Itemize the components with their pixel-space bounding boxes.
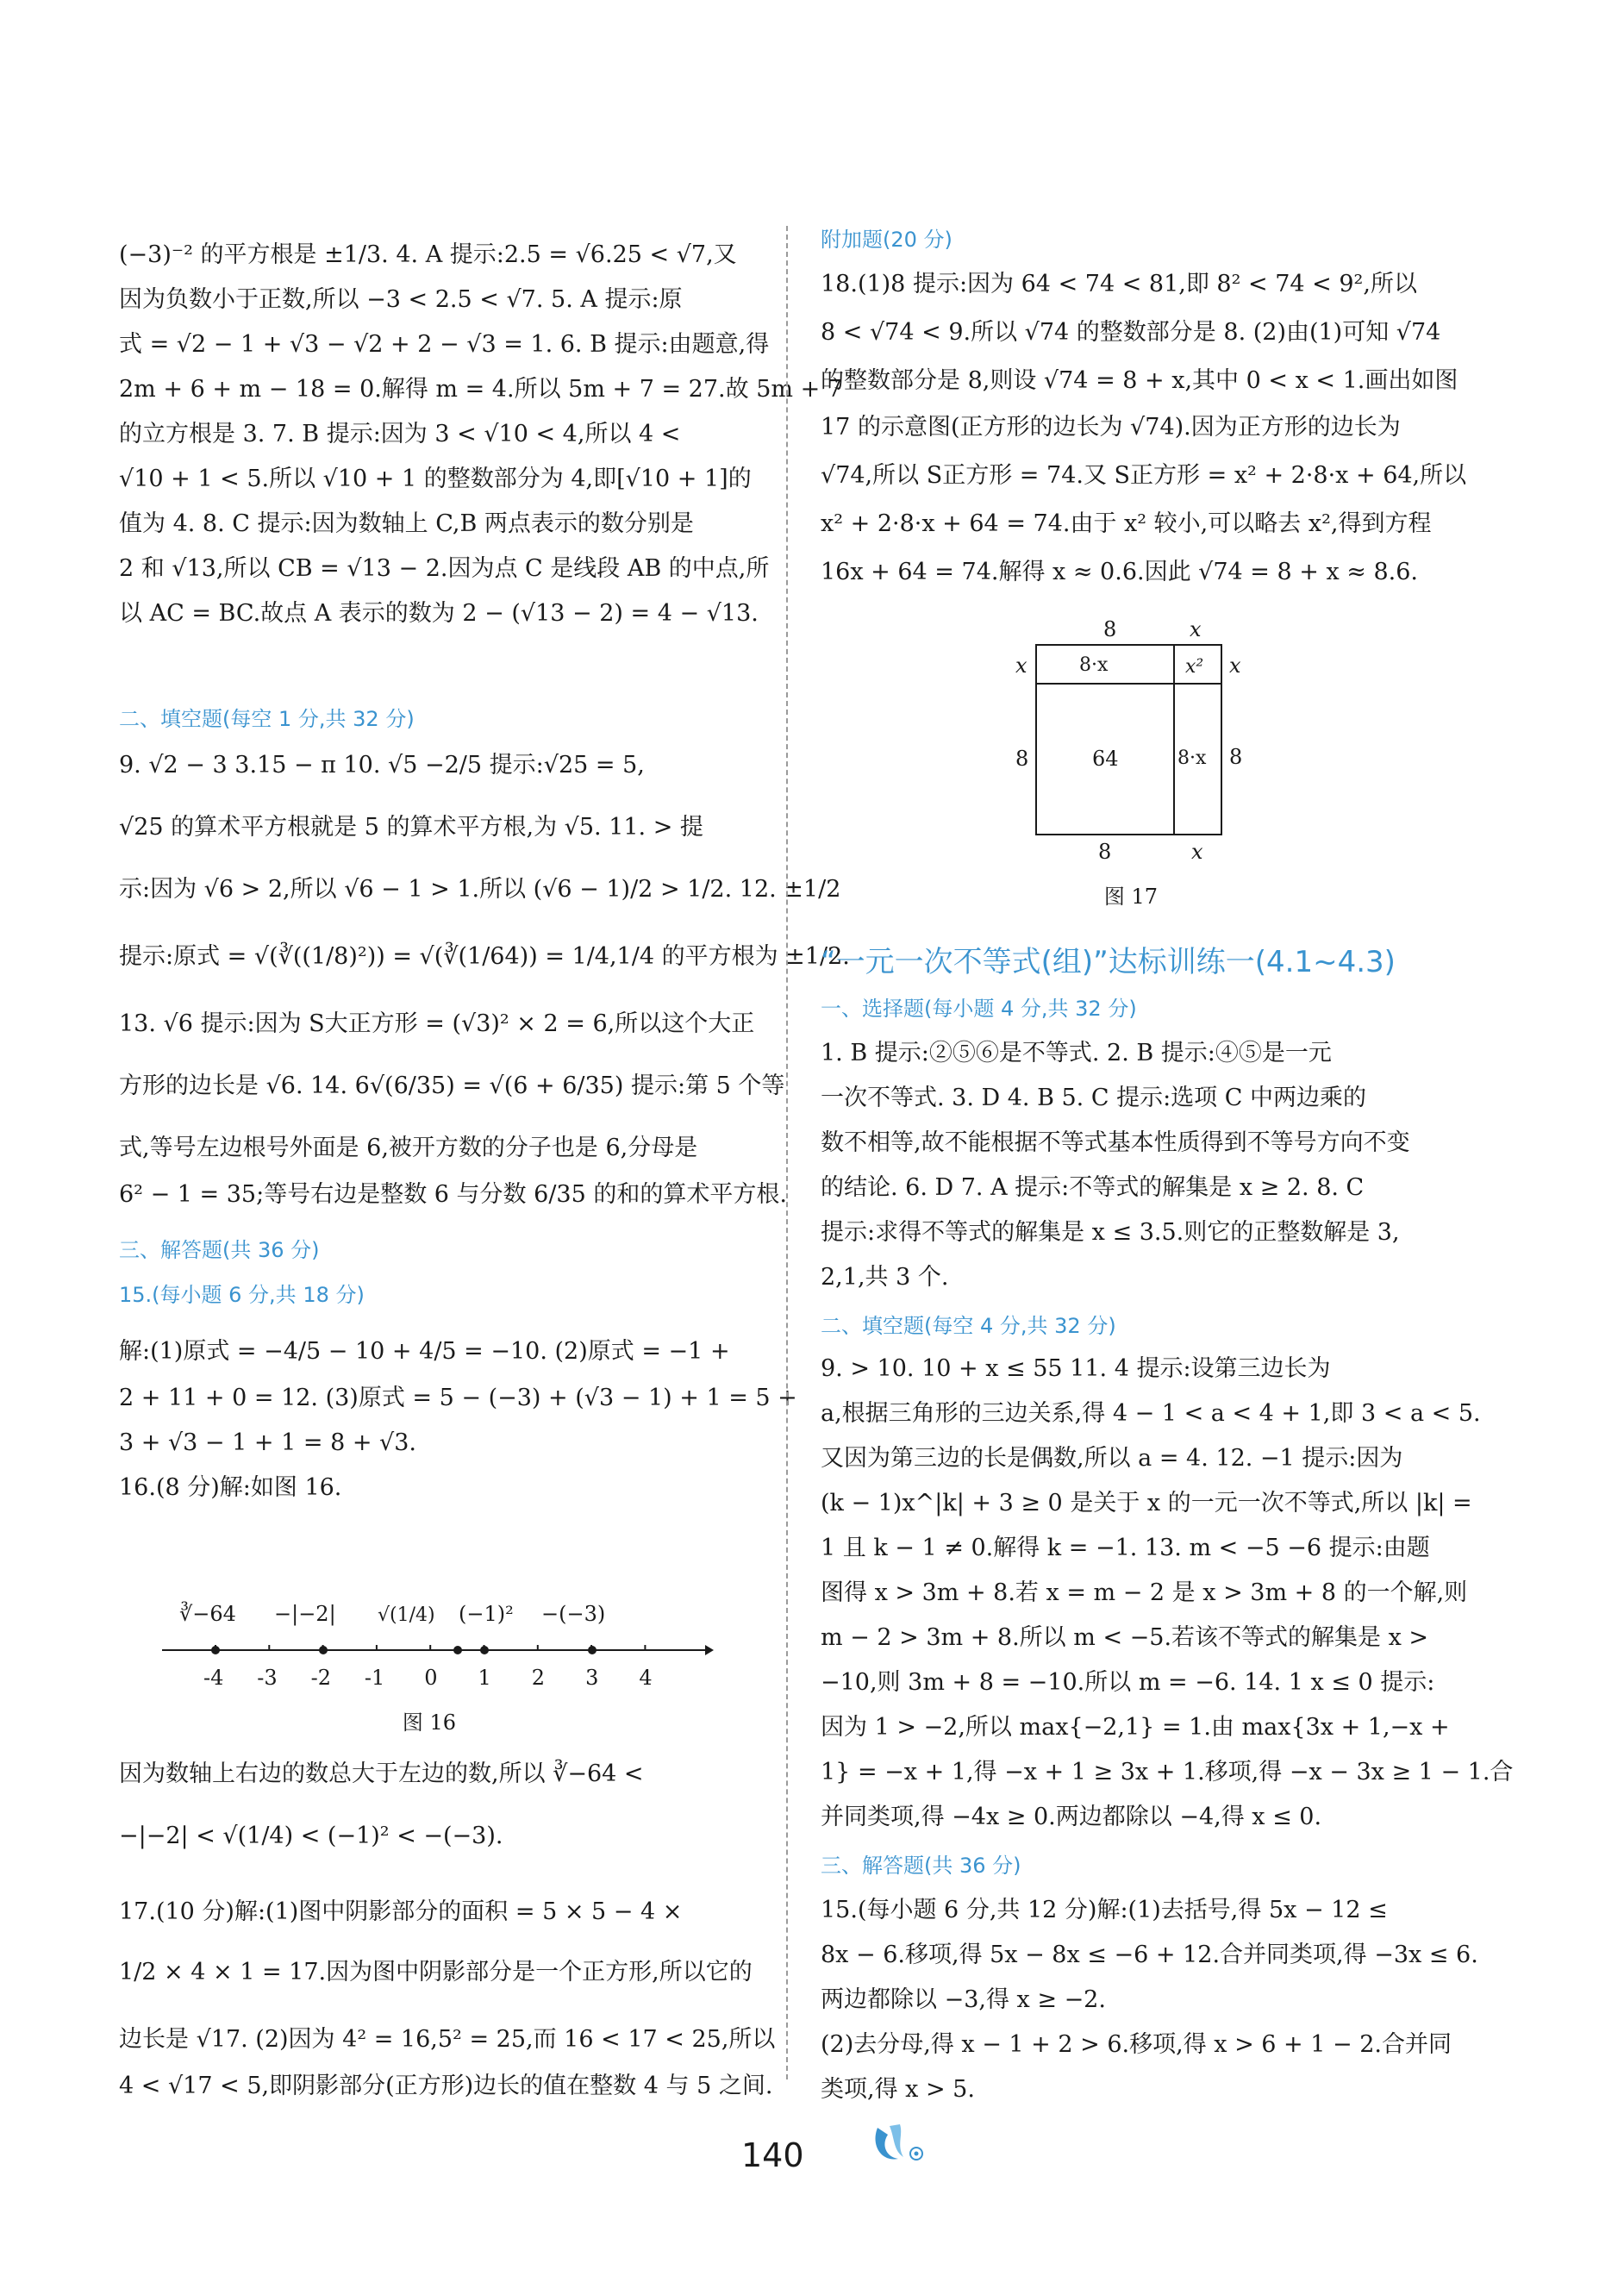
tick-label: -1 bbox=[364, 1666, 385, 1690]
swirl-logo-icon bbox=[869, 2119, 929, 2171]
text-line: 式,等号左边根号外面是 6,被开方数的分子也是 6,分母是 bbox=[119, 1135, 698, 1161]
text-line: √74,所以 S正方形 = 74.又 S正方形 = x² + 2·8·x + 64,所以 bbox=[821, 462, 1467, 489]
text-line: 一次不等式. 3. D 4. B 5. C 提示:选项 C 中两边乘的 bbox=[821, 1085, 1367, 1111]
text-line: 的结论. 6. D 7. A 提示:不等式的解集是 x ≥ 2. 8. C bbox=[821, 1174, 1365, 1201]
text-line: 2m + 6 + m − 18 = 0.解得 m = 4.所以 5m + 7 = 27.故 5m + 7 bbox=[119, 376, 842, 403]
tick-label: 4 bbox=[639, 1666, 653, 1690]
right-label-8: 8 bbox=[1229, 745, 1243, 769]
text-line: 16x + 64 = 74.解得 x ≈ 0.6.因此 √74 = 8 + x ≈ 8.6. bbox=[821, 559, 1419, 585]
cell-top-right: x² bbox=[1185, 656, 1204, 678]
text-line: 6² − 1 = 35;等号右边是整数 6 与分数 6/35 的和的算术平方根. bbox=[119, 1181, 787, 1208]
text-line: (k − 1)x^|k| + 3 ≥ 0 是关于 x 的一元一次不等式,所以 |k| = bbox=[821, 1490, 1472, 1516]
column-divider bbox=[786, 226, 788, 2079]
text-line: 4 < √17 < 5,即阴影部分(正方形)边长的值在整数 4 与 5 之间. bbox=[119, 2073, 773, 2099]
text-line: 又因为第三边的长是偶数,所以 a = 4. 12. −1 提示:因为 bbox=[821, 1445, 1403, 1472]
point-neg-neg bbox=[588, 1646, 597, 1654]
text-line: 1} = −x + 1,得 −x + 1 ≥ 3x + 1.移项,得 −x − 3x ≥ 1 − 1.合 bbox=[821, 1759, 1514, 1785]
mark-label-neg-abs: −|−2| bbox=[274, 1602, 336, 1626]
text-line: 类项,得 x > 5. bbox=[821, 2076, 975, 2103]
tick-label: -3 bbox=[257, 1666, 278, 1690]
text-line: −|−2| < √(1/4) < (−1)² < −(−3). bbox=[119, 1823, 503, 1849]
text-line: m − 2 > 3m + 8.所以 m < −5.若该不等式的解集是 x > bbox=[821, 1624, 1429, 1651]
text-line: x² + 2·8·x + 64 = 74.由于 x² 较小,可以略去 x²,得到方程 bbox=[821, 510, 1432, 537]
section-heading: 三、解答题(共 36 分) bbox=[821, 1854, 1021, 1878]
left-label-8: 8 bbox=[1015, 747, 1029, 771]
text-line: 方形的边长是 √6. 14. 6√(6/35) = √(6 + 6/35) 提示:第 5 个等 bbox=[119, 1072, 785, 1099]
text-line: 1 且 k − 1 ≠ 0.解得 k = −1. 13. m < −5 −6 提示:由题 bbox=[821, 1535, 1430, 1561]
text-line: 的立方根是 3. 7. B 提示:因为 3 < √10 < 4,所以 4 < bbox=[119, 421, 681, 447]
text-line: 值为 4. 8. C 提示:因为数轴上 C,B 两点表示的数分别是 bbox=[119, 510, 694, 537]
text-line: 15.(每小题 6 分,共 12 分)解:(1)去括号,得 5x − 12 ≤ bbox=[821, 1897, 1388, 1923]
text-line: 示:因为 √6 > 2,所以 √6 − 1 > 1.所以 (√6 − 1)/2 > 1/2. 12. ±1/2 bbox=[119, 876, 841, 903]
text-line: 数不相等,故不能根据不等式基本性质得到不等号方向不变 bbox=[821, 1129, 1410, 1156]
text-line: (−3)⁻² 的平方根是 ±1/3. 4. A 提示:2.5 = √6.25 < √7,又 bbox=[119, 241, 737, 268]
mark-label-sqrt: √(1/4) bbox=[378, 1604, 435, 1626]
text-line: 的整数部分是 8,则设 √74 = 8 + x,其中 0 < x < 1.画出如图 bbox=[821, 367, 1458, 394]
tick-label: 3 bbox=[585, 1666, 599, 1690]
figure-caption: 图 16 bbox=[402, 1710, 457, 1735]
text-line: 16.(8 分)解:如图 16. bbox=[119, 1474, 342, 1501]
text-line: (2)去分母,得 x − 1 + 2 > 6.移项,得 x > 6 + 1 − 2.合并同 bbox=[821, 2031, 1452, 2058]
text-line: 9. √2 − 3 3.15 − π 10. √5 −2/5 提示:√25 = 5, bbox=[119, 752, 645, 779]
text-line: 13. √6 提示:因为 S大正方形 = (√3)² × 2 = 6,所以这个大正 bbox=[119, 1010, 755, 1037]
text-line: 以 AC = BC.故点 A 表示的数为 2 − (√13 − 2) = 4 − √13. bbox=[119, 600, 759, 627]
text-line: 2 和 √13,所以 CB = √13 − 2.因为点 C 是线段 AB 的中点,所 bbox=[119, 555, 770, 582]
axis-arrow bbox=[705, 1645, 714, 1655]
cell-bottom-left: 64 bbox=[1092, 747, 1119, 771]
cell-top-left: 8·x bbox=[1079, 654, 1109, 676]
text-line: 因为数轴上右边的数总大于左边的数,所以 ∛−64 < bbox=[119, 1760, 644, 1787]
tick-label: 0 bbox=[424, 1666, 438, 1690]
mark-label-cuberoot: ∛−64 bbox=[179, 1602, 236, 1626]
tick-label: 1 bbox=[478, 1666, 491, 1690]
section-heading: 三、解答题(共 36 分) bbox=[119, 1238, 320, 1262]
top-label-x: x bbox=[1190, 617, 1202, 641]
right-label-x: x bbox=[1229, 653, 1241, 678]
section-heading: 附加题(20 分) bbox=[821, 228, 953, 252]
text-line: 两边都除以 −3,得 x ≥ −2. bbox=[821, 1986, 1106, 2013]
text-line: 式 = √2 − 1 + √3 − √2 + 2 − √3 = 1. 6. B 提示:由题意,得 bbox=[119, 331, 770, 358]
sub-heading: 15.(每小题 6 分,共 18 分) bbox=[119, 1283, 365, 1307]
text-line: 边长是 √17. (2)因为 4² = 16,5² = 25,而 16 < 17 < 25,所以 bbox=[119, 2026, 776, 2053]
section-heading: 一、选择题(每小题 4 分,共 32 分) bbox=[821, 997, 1137, 1021]
ticks bbox=[203, 1645, 653, 1690]
text-line: 提示:原式 = √(∛((1/8)²)) = √(∛(1/64)) = 1/4,1/4 的平方根为 ±1/2. bbox=[119, 943, 850, 970]
text-line: −10,则 3m + 8 = −10.所以 m = −6. 14. 1 x ≤ 0 提示: bbox=[821, 1669, 1435, 1696]
top-label-8: 8 bbox=[1103, 617, 1117, 641]
text-line: a,根据三角形的三边关系,得 4 − 1 < a < 4 + 1,即 3 < a < 5. bbox=[821, 1400, 1481, 1427]
left-label-x: x bbox=[1015, 653, 1027, 678]
section-heading: 二、填空题(每空 4 分,共 32 分) bbox=[821, 1314, 1116, 1338]
text-line: 解:(1)原式 = −4/5 − 10 + 4/5 = −10. (2)原式 = −1 + bbox=[119, 1338, 730, 1365]
text-line: 17 的示意图(正方形的边长为 √74).因为正方形的边长为 bbox=[821, 414, 1401, 441]
point-sqrt bbox=[453, 1646, 462, 1654]
cell-bottom-right: 8·x bbox=[1177, 747, 1207, 769]
text-line: 1. B 提示:②⑤⑥是不等式. 2. B 提示:④⑤是一元 bbox=[821, 1040, 1332, 1066]
text-line: 1/2 × 4 × 1 = 17.因为图中阴影部分是一个正方形,所以它的 bbox=[119, 1959, 753, 1985]
text-line: 图得 x > 3m + 8.若 x = m − 2 是 x > 3m + 8 的一个解,则 bbox=[821, 1579, 1468, 1606]
tick-label: -4 bbox=[203, 1666, 224, 1690]
point-cuberoot bbox=[211, 1646, 220, 1654]
section-heading: 二、填空题(每空 1 分,共 32 分) bbox=[119, 707, 415, 731]
text-line: 9. > 10. 10 + x ≤ 55 11. 4 提示:设第三边长为 bbox=[821, 1355, 1331, 1382]
figure-17 bbox=[1010, 610, 1269, 869]
figure-caption: 图 17 bbox=[1103, 885, 1159, 909]
text-line: 提示:求得不等式的解集是 x ≤ 3.5.则它的正整数解是 3, bbox=[821, 1219, 1400, 1246]
bottom-label-x: x bbox=[1191, 840, 1203, 864]
text-line: 17.(10 分)解:(1)图中阴影部分的面积 = 5 × 5 − 4 × bbox=[119, 1898, 683, 1925]
text-line: 3 + √3 − 1 + 1 = 8 + √3. bbox=[119, 1429, 417, 1456]
text-line: √10 + 1 < 5.所以 √10 + 1 的整数部分为 4,即[√10 + 1]的 bbox=[119, 466, 752, 492]
text-line: 2,1,共 3 个. bbox=[821, 1264, 949, 1291]
mark-label-neg-neg: −(−3) bbox=[541, 1602, 606, 1626]
point-square bbox=[480, 1646, 489, 1654]
text-line: 8x − 6.移项,得 5x − 8x ≤ −6 + 12.合并同类项,得 −3x ≤ 6. bbox=[821, 1942, 1478, 1968]
text-line: √25 的算术平方根就是 5 的算术平方根,为 √5. 11. > 提 bbox=[119, 814, 703, 841]
page-number: 140 bbox=[741, 2136, 804, 2174]
text-line: 2 + 11 + 0 = 12. (3)原式 = 5 − (−3) + (√3 − 1) + 1 = 5 + bbox=[119, 1385, 797, 1411]
tick-label: -2 bbox=[310, 1666, 331, 1690]
bottom-label-8: 8 bbox=[1098, 840, 1112, 864]
tick-label: 2 bbox=[531, 1666, 546, 1690]
text-line: 因为 1 > −2,所以 max{−2,1} = 1.由 max{3x + 1,−x + bbox=[821, 1714, 1450, 1741]
text-line: 因为负数小于正数,所以 −3 < 2.5 < √7. 5. A 提示:原 bbox=[119, 286, 683, 313]
chapter-heading: “一元一次不等式(组)”达标训练一(4.1~4.3) bbox=[821, 945, 1396, 979]
text-line: 18.(1)8 提示:因为 64 < 74 < 81,即 8² < 74 < 9²,所以 bbox=[821, 271, 1417, 297]
text-line: 8 < √74 < 9.所以 √74 的整数部分是 8. (2)由(1)可知 √74 bbox=[821, 319, 1441, 346]
point-neg-abs bbox=[319, 1646, 328, 1654]
mark-label-square: (−1)² bbox=[459, 1602, 514, 1626]
text-line: 并同类项,得 −4x ≥ 0.两边都除以 −4,得 x ≤ 0. bbox=[821, 1804, 1322, 1830]
